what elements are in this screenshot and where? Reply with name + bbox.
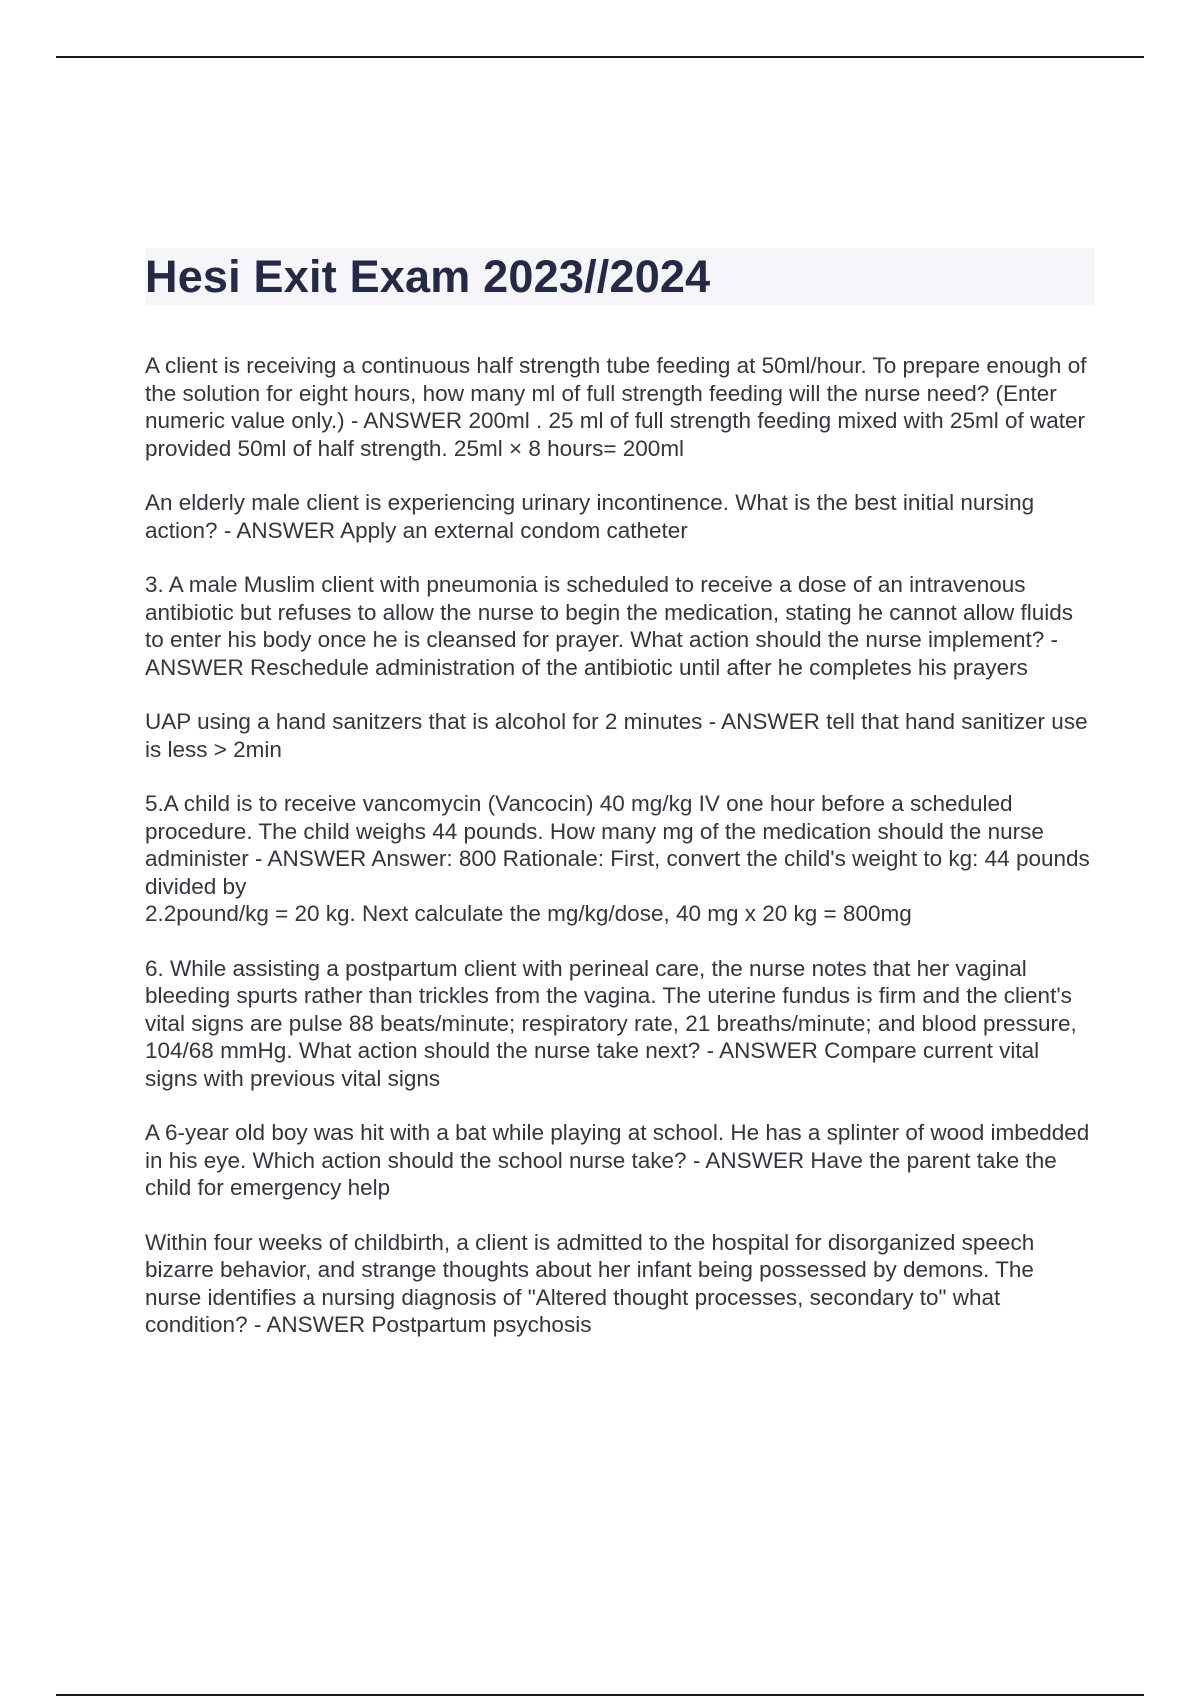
question-1: A client is receiving a continuous half strength tube feeding at 50ml/hour. To prepare enough of the solution for eight hours, how many ml of full strength feeding will the nurse need? (Enter numeric value only.) (145, 353, 1087, 433)
qa-item-6 (145, 955, 1095, 1093)
bottom-rule (56, 1694, 1144, 1696)
answer-5-continued: 2.2pound/kg = 20 kg. Next calculate the mg/kg/dose, 40 mg x 20 kg = 800mg (145, 901, 912, 926)
answer-separator: - ANSWER (344, 408, 469, 433)
answer-1: 200ml . 25 ml of full strength feeding mixed with 25ml of water provided 50ml of half strength. 25ml × 8 hours= 200ml (145, 408, 1085, 461)
answer-separator: - ANSWER (702, 709, 827, 734)
answer-separator: - ANSWER (248, 846, 372, 871)
qa-item-4 (145, 708, 1095, 763)
answer-5: Answer: 800 Rationale: First, convert the child's weight to kg: 44 pounds divided by (145, 846, 1090, 899)
answer-separator: - ANSWER (217, 517, 341, 543)
title-band (145, 248, 1095, 306)
question-7: A 6-year old boy was hit with a bat while playing at school. He has a splinter of wood imbedded in his eye. Which action should the school nurse take? (145, 1120, 1090, 1173)
qa-item-8 (145, 1229, 1095, 1339)
question-5: 5.A child is to receive vancomycin (Vancocin) 40 mg/kg IV one hour before a scheduled procedure. The child weighs 44 pounds. How many mg of the medication should the nurse administer (145, 791, 1044, 871)
answer-3: Reschedule administration of the antibiotic until after he completes his prayers (250, 654, 1028, 680)
answer-separator: - ANSWER (247, 1312, 372, 1337)
document-body (145, 248, 1095, 1366)
qa-item-2 (145, 489, 1095, 544)
answer-2: Apply an external condom catheter (340, 517, 688, 543)
top-rule (56, 56, 1144, 58)
qa-item-7 (145, 1119, 1095, 1202)
answer-separator: - ANSWER (145, 627, 1059, 680)
qa-item-3 (145, 571, 1095, 681)
qa-item-5 (145, 790, 1095, 928)
document-title: Hesi Exit Exam 2023//2024 (145, 251, 711, 302)
question-8: Within four weeks of childbirth, a client is admitted to the hospital for disorganized speech bizarre behavior, and strange thoughts about her infant being possessed by demons. The nurse identifies a nursing diagnosis of "Altered thought processes, secondary to" what condition? (145, 1229, 1035, 1337)
question-6: 6. While assisting a postpartum client with perineal care, the nurse notes that her vaginal bleeding spurts rather than trickles from the vagina. The uterine fundus is firm and the client's vital signs are pulse 88 beats/minute; respiratory rate, 21 breaths/minute; and blood pressure, 104/68 mmHg. What action should the nurse take next? (145, 955, 1077, 1063)
answer-7: Have the parent take the child for emergency help (145, 1147, 1057, 1200)
answer-separator: - ANSWER (686, 1147, 811, 1173)
answer-6: Compare current vital signs with previous vital signs (145, 1038, 1040, 1091)
answer-8: Postpartum psychosis (371, 1312, 592, 1337)
question-3: 3. A male Muslim client with pneumonia is scheduled to receive a dose of an intravenous antibiotic but refuses to allow the nurse to begin the medication, stating he cannot allow fluids to enter his body once he is cleansed for prayer. What action should the nurse implement? (145, 572, 1074, 652)
question-4: UAP using a hand sanitzers that is alcohol for 2 minutes (145, 709, 703, 734)
answer-4: tell that hand sanitizer use is less > 2min (145, 709, 1088, 762)
qa-item-1 (145, 352, 1095, 462)
question-2: An elderly male client is experiencing urinary incontinence. What is the best initial nursing action? (145, 490, 1035, 543)
answer-separator: - ANSWER (700, 1038, 825, 1063)
